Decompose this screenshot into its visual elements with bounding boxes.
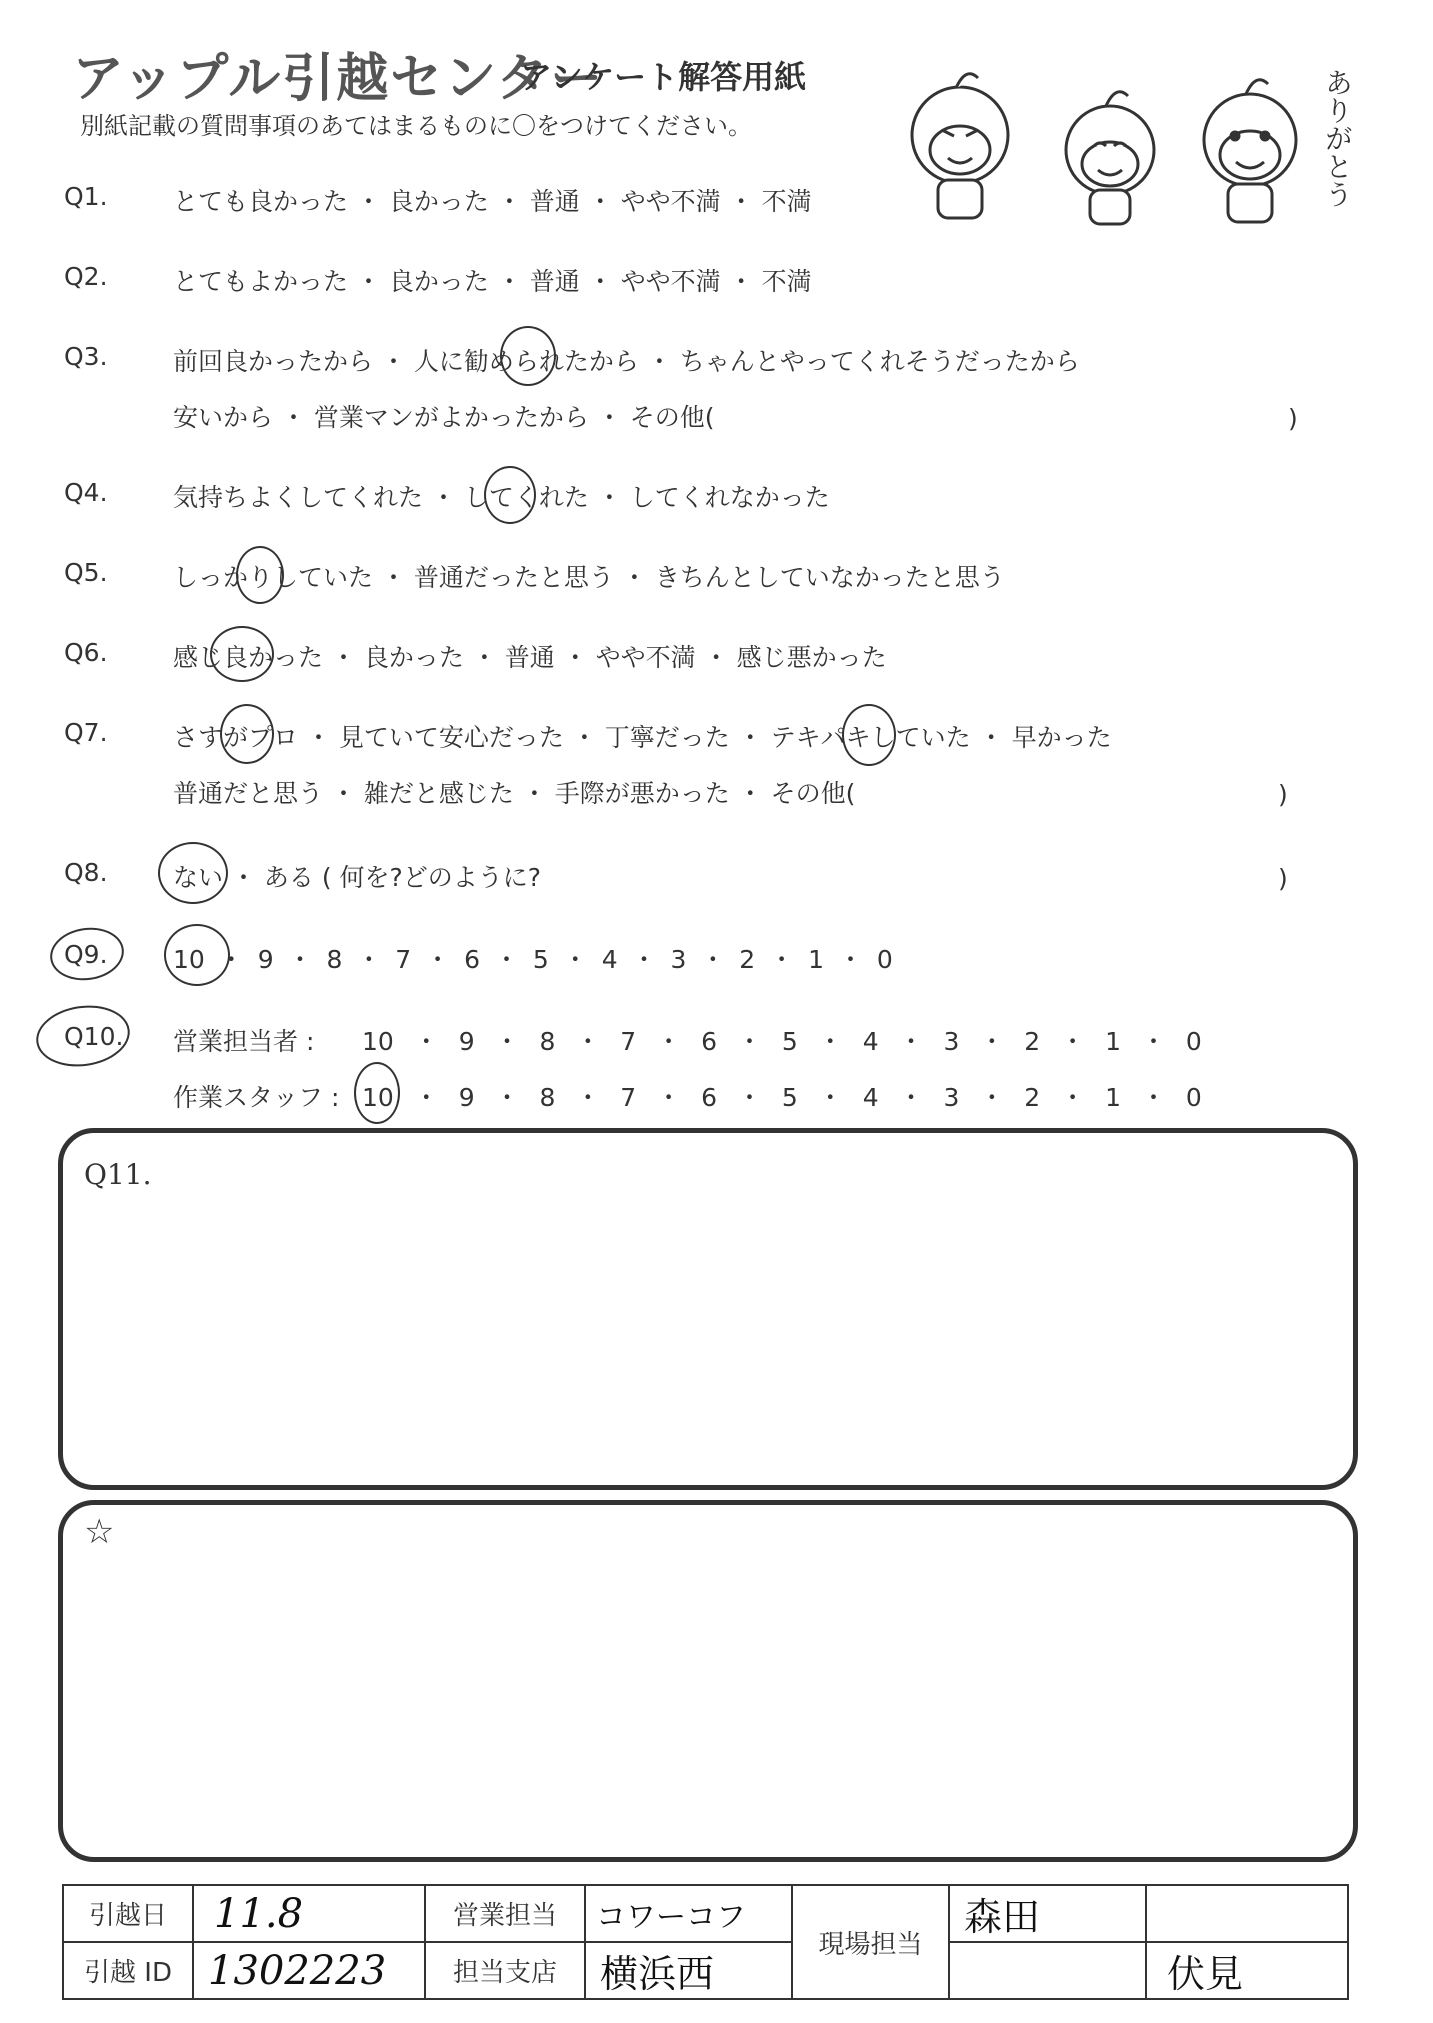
sales-value: コワーコフ (585, 1885, 792, 1942)
q9-scale[interactable]: 10 ・ 9 ・ 8 ・ 7 ・ 6 ・ 5 ・ 4 ・ 3 ・ 2 ・ 1 ・ 0 (173, 945, 893, 974)
q5-label: Q5. (64, 558, 108, 587)
site-label: 現場担当 (792, 1885, 949, 1999)
q10-staff-scale[interactable]: 10 ・ 9 ・ 8 ・ 7 ・ 6 ・ 5 ・ 4 ・ 3 ・ 2 ・ 1 ・ 0 (362, 1083, 1202, 1112)
q10-sales-scale[interactable]: 10 ・ 9 ・ 8 ・ 7 ・ 6 ・ 5 ・ 4 ・ 3 ・ 2 ・ 1 ・ 0 (362, 1027, 1202, 1056)
thanks-text: ありがとう (1321, 68, 1354, 208)
q1-label: Q1. (64, 182, 108, 211)
q7-options-line1[interactable]: さすがプロ ・ 見ていて安心だった ・ 丁寧だった ・ テキパキしていた ・ 早かった (173, 723, 1112, 752)
q3-paren-close: ) (1288, 404, 1298, 433)
q3-label: Q3. (64, 342, 108, 371)
branch-label: 担当支店 (425, 1942, 585, 1999)
q5-options[interactable]: しっかりしていた ・ 普通だったと思う ・ きちんとしていなかったと思う (173, 563, 1005, 592)
instruction-text: 別紙記載の質問事項のあてはまるものに〇をつけてください。 (80, 112, 752, 140)
move-date-value: 11.8 (193, 1885, 425, 1942)
form-subtitle: アンケート解答用紙 (520, 58, 807, 96)
answer-circle-q3 (500, 326, 556, 386)
mascot-illustration (890, 60, 1360, 230)
site-value-empty (1146, 1885, 1348, 1942)
move-id-label: 引越 ID (63, 1942, 193, 1999)
answer-circle-q8 (158, 842, 228, 904)
q10-sales-label: 営業担当者 : (173, 1027, 315, 1056)
q6-label: Q6. (64, 638, 108, 667)
move-id-value: 1302223 (193, 1942, 425, 1999)
answer-circle-q4 (484, 466, 536, 524)
answer-circle-q10-label (32, 1000, 133, 1072)
q3-options-line2[interactable]: 安いから ・ 営業マンがよかったから ・ その他( (173, 403, 715, 432)
form-title: アップル引越センター (72, 49, 605, 109)
move-date-label: 引越日 (63, 1885, 193, 1942)
q7-label: Q7. (64, 718, 108, 747)
star-comment-box[interactable] (58, 1500, 1358, 1862)
q6-options[interactable]: 感じ良かった ・ 良かった ・ 普通 ・ やや不満 ・ 感じ悪かった (173, 643, 887, 672)
q2-options[interactable]: とてもよかった ・ 良かった ・ 普通 ・ やや不満 ・ 不満 (173, 267, 812, 296)
monkey-icon-1 (912, 74, 1008, 218)
monkey-icon-2 (1066, 92, 1154, 224)
monkey-icon-3 (1204, 80, 1296, 222)
q8-options[interactable]: ない ・ ある ( 何を?どのように? (173, 863, 542, 892)
site-value-1: 森田 (949, 1885, 1146, 1942)
q9-label: Q9. (64, 940, 108, 969)
branch-value: 横浜西 (585, 1942, 792, 1999)
q10-label: Q10. (64, 1022, 124, 1051)
footer-table (62, 1884, 1349, 2000)
answer-circle-q9 (164, 924, 230, 986)
q7-options-line2[interactable]: 普通だと思う ・ 雑だと感じた ・ 手際が悪かった ・ その他( (173, 779, 856, 808)
q3-options-line1[interactable]: 前回良かったから ・ 人に勧められたから ・ ちゃんとやってくれそうだったから (173, 347, 1080, 376)
answer-circle-q10-staff (354, 1062, 400, 1124)
site-value-blank (949, 1942, 1146, 1999)
site-value-2: 伏見 (1146, 1942, 1348, 1999)
q11-comment-box[interactable] (58, 1128, 1358, 1490)
q1-options[interactable]: とても良かった ・ 良かった ・ 普通 ・ やや不満 ・ 不満 (173, 187, 812, 216)
sales-label: 営業担当 (425, 1885, 585, 1942)
q7-paren-close: ) (1278, 780, 1288, 809)
answer-circle-q7a (220, 704, 274, 764)
answer-circle-q5 (236, 546, 284, 604)
answer-circle-q7b (842, 704, 896, 766)
q8-label: Q8. (64, 858, 108, 887)
q10-staff-label: 作業スタッフ : (173, 1083, 340, 1112)
q4-options[interactable]: 気持ちよくしてくれた ・ してくれた ・ してくれなかった (173, 483, 830, 512)
answer-circle-q9-label (47, 923, 128, 985)
q11-label: Q11. (84, 1158, 152, 1191)
q2-label: Q2. (64, 262, 108, 291)
q4-label: Q4. (64, 478, 108, 507)
answer-circle-q6 (210, 626, 274, 682)
q8-paren-close: ) (1278, 864, 1288, 893)
star-icon: ☆ (84, 1512, 115, 1552)
